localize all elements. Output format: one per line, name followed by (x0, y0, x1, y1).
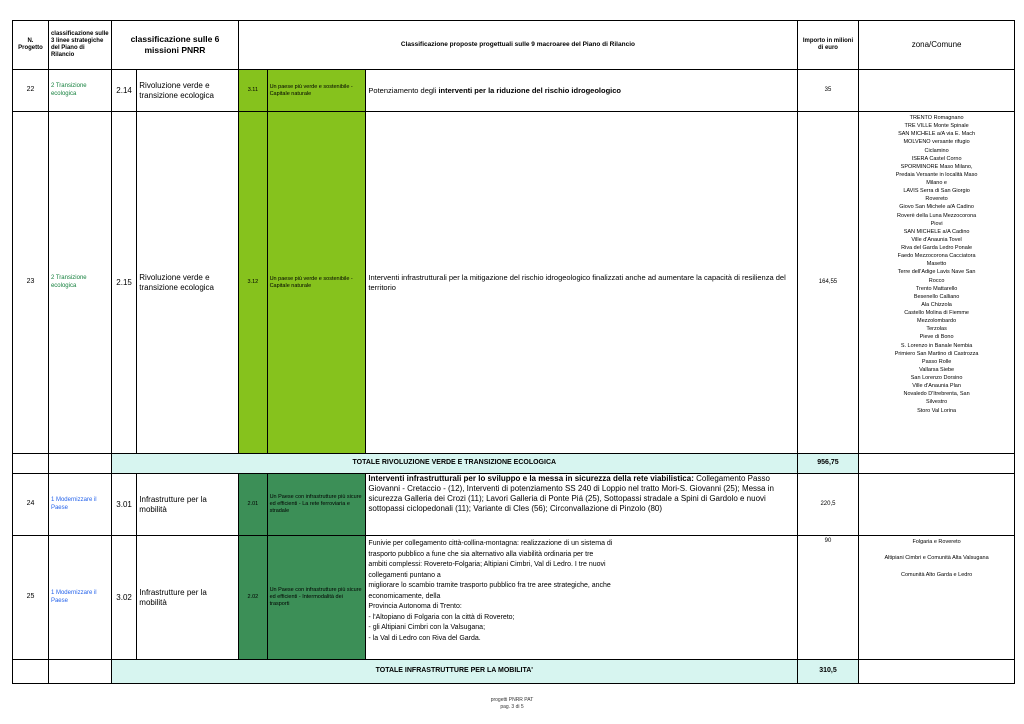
footer-page-number: pag. 3 di 5 (500, 704, 524, 710)
zona-item: Terre dell'Adige Lavis Nave San (897, 269, 976, 276)
zona-item: Altipiani Cimbri e Comunità Alta Valsugana (884, 555, 989, 562)
zona-comune-list (859, 536, 1015, 660)
zona-item: Besenello Calliano (913, 293, 960, 300)
project-description: Interventi infrastrutturali per lo sviluppo e la messa in sicurezza della rete viabilistica: Collegamento Passo Giovanni - Cretaccio - (12), Interventi di potenziamento SS 240 di Loppio nel tratto Mori-S. Giovanni (25); Messa in sicurezza Galleria dei Crozi (11); Lavori Galleria di Ponte Piá (25), Sottopassi stradale a Spini di Gardolo e nuovi sottopassi ciclopedonali (11); Variante di Cles (56); Circonvallazione di Pinzolo (80) (366, 474, 797, 536)
project-description: Funivie per collegamento città-collina-montagna: realizzazione di un sistema di trasporto pubblico a fune che sia alternativo alla viabilità ordinaria per tre ambiti complessi: Rovereto-Folgaria; Altipiani Cimbri, Val di Ledro. I tre nuovi collegamenti puntano a migliorare lo scambio tramite trasporto pubblico fra tre aree strategiche, anche economicamente, della Provincia Autonoma di Trento: - l'Altopiano di Folgaria con la città di Rovereto; - gli Altipiani Cimbri con la Valsugana; - la Val di Ledro con Riva del Garda. (366, 536, 797, 660)
linea-strategica: 2 Transizione ecologica (48, 70, 111, 112)
project-number: 22 (13, 70, 49, 112)
zona-item: Vallarsa Siebe (919, 366, 955, 373)
linea-strategica: 1 Modernizzare il Paese (48, 536, 111, 660)
zona-item: Milano e (926, 180, 947, 186)
footer-title: progetti PNRR PAT (490, 697, 534, 703)
header-missioni: classificazione sulle 6 missioni PNRR (111, 21, 238, 70)
zona-item: Piovi (930, 220, 943, 227)
zona-item: Ville d'Anaunia Tovel (911, 236, 962, 243)
missione-name: Infrastrutture per la mobilità (137, 474, 239, 536)
header-macroaree: Classificazione proposte progettuali sulle 9 macroaree del Piano di Rilancio (239, 21, 798, 70)
zona-item: Novaledo D'Itrebrenta, San (903, 391, 970, 398)
macroarea-code: 3.12 (239, 112, 267, 454)
macroarea-name: Un Paese con infrastrutture più sicure ed efficienti - Intermodalità dei trasporti (267, 536, 366, 660)
zona-item: Pieve di Bono (919, 334, 954, 341)
zona-item: S. Lorenzo in Banale Nembia (900, 342, 973, 349)
zona-item: San Lorenzo Dorsino (910, 375, 963, 381)
zona-item: Ala Chizzola (921, 301, 952, 308)
importo-value: 220,5 (797, 474, 858, 536)
importo-value: 90 (797, 536, 858, 660)
project-number: 24 (13, 474, 49, 536)
zona-item: Primiero San Martino di Castrozza (894, 350, 979, 357)
zona-item: TRE VILLE Monte Spinale (904, 123, 969, 130)
zona-item: Trento Mattarello (915, 285, 958, 292)
project-description: Potenziamento degli interventi per la riduzione del rischio idrogeologico (366, 70, 797, 112)
importo-value: 164,55 (797, 112, 858, 454)
zona-item: Giovo San Michele a/A Cadino (899, 204, 974, 211)
missione-code: 3.02 (111, 536, 136, 660)
macroarea-name: Un Paese con infrastrutture più sicure ed efficienti - La rete ferroviaria e stradale (267, 474, 366, 536)
zona-item: Predaia Versante in località Maso (895, 171, 978, 178)
header-row (13, 21, 1015, 70)
table-row (13, 112, 1015, 454)
project-description: Interventi infrastrutturali per la mitigazione del rischio idrogeologico finalizzati anche ad aumentare la capacità di resilienza del territorio (366, 112, 797, 454)
table-row (13, 474, 1015, 536)
zona-item: Silvestro (926, 399, 948, 406)
zona-item: SAN MICHELE a/A via E. Mach (898, 131, 976, 138)
zona-comune (859, 70, 1015, 112)
zona-item: LAVIS Serra di San Giorgio (903, 188, 970, 195)
spreadsheet-page (12, 20, 1015, 688)
linea-strategica: 2 Transizione ecologica (48, 112, 111, 454)
zona-item: Passo Rolle (921, 358, 952, 365)
total-verde-value: 956,75 (797, 454, 858, 474)
header-importo: Importo in milioni di euro (797, 21, 858, 70)
zona-item: Masetto (926, 261, 947, 268)
table-row (13, 70, 1015, 112)
macroarea-name: Un paese più verde e sostenibile - Capitale naturale (267, 70, 366, 112)
zona-item: SPORMINORE Maso Milano, (900, 163, 973, 170)
zona-item: Rocco (928, 277, 945, 284)
zona-comune-list (859, 112, 1015, 454)
zona-item: Terzolas (926, 326, 947, 333)
macroarea-code: 3.11 (239, 70, 267, 112)
missione-code: 2.15 (111, 112, 136, 454)
total-verde-label: TOTALE RIVOLUZIONE VERDE E TRANSIZIONE ECOLOGICA (111, 454, 797, 474)
zona-item: Storo Val Lorina (917, 407, 957, 414)
project-number: 23 (13, 112, 49, 454)
total-row-infra (13, 660, 1015, 684)
zona-item: ISERA Castel Corno (911, 155, 962, 162)
zona-item: Ville d'Anaunia Plan (912, 383, 961, 390)
zona-item: Castello Molina di Fiemme (904, 310, 969, 316)
macroarea-code: 2.01 (239, 474, 267, 536)
missione-code: 3.01 (111, 474, 136, 536)
missione-name: Infrastrutture per la mobilità (137, 536, 239, 660)
zona-item: TRENTO Romagnano (909, 115, 964, 121)
zona-item: Rovereto (925, 196, 948, 203)
zona-item: MOLVENO versante rifugio (903, 139, 970, 146)
project-number: 25 (13, 536, 49, 660)
total-row-verde (13, 454, 1015, 474)
zona-item: SAN MICHELE a/A Cadino (903, 228, 970, 235)
missione-code: 2.14 (111, 70, 136, 112)
importo-value: 35 (797, 70, 858, 112)
header-zona: zona/Comune (859, 21, 1015, 70)
page-footer (0, 697, 1024, 711)
zona-item: Faedo Mezzocorona Cacciatora (897, 253, 976, 260)
total-infra-label: TOTALE INFRASTRUTTURE PER LA MOBILITA' (111, 660, 797, 684)
table-row (13, 536, 1015, 660)
linea-strategica: 1 Modernizzare il Paese (48, 474, 111, 536)
missione-name: Rivoluzione verde e transizione ecologica (137, 112, 239, 454)
header-linee-strategiche: classificazione sulle 3 linee strategiche del Piano di Rilancio (48, 21, 111, 70)
macroarea-name: Un paese più verde e sostenibile - Capitale naturale (267, 112, 366, 454)
zona-item: Folgaria e Rovereto (912, 539, 961, 545)
zona-item: Mezzolombardo (917, 318, 957, 325)
missione-name: Rivoluzione verde e transizione ecologica (137, 70, 239, 112)
total-infra-value: 310,5 (797, 660, 858, 684)
zona-item: Roverè della Luna Mezzocorona (897, 212, 977, 219)
zona-item: Comunità Alto Garda e Ledro (900, 571, 973, 578)
header-n-progetto: N. Progetto (13, 21, 49, 70)
projects-table (12, 20, 1015, 684)
zona-item: Riva del Garda Ledro Ponale (901, 245, 973, 251)
zona-item: Ciclamino (924, 147, 949, 154)
macroarea-code: 2.02 (239, 536, 267, 660)
